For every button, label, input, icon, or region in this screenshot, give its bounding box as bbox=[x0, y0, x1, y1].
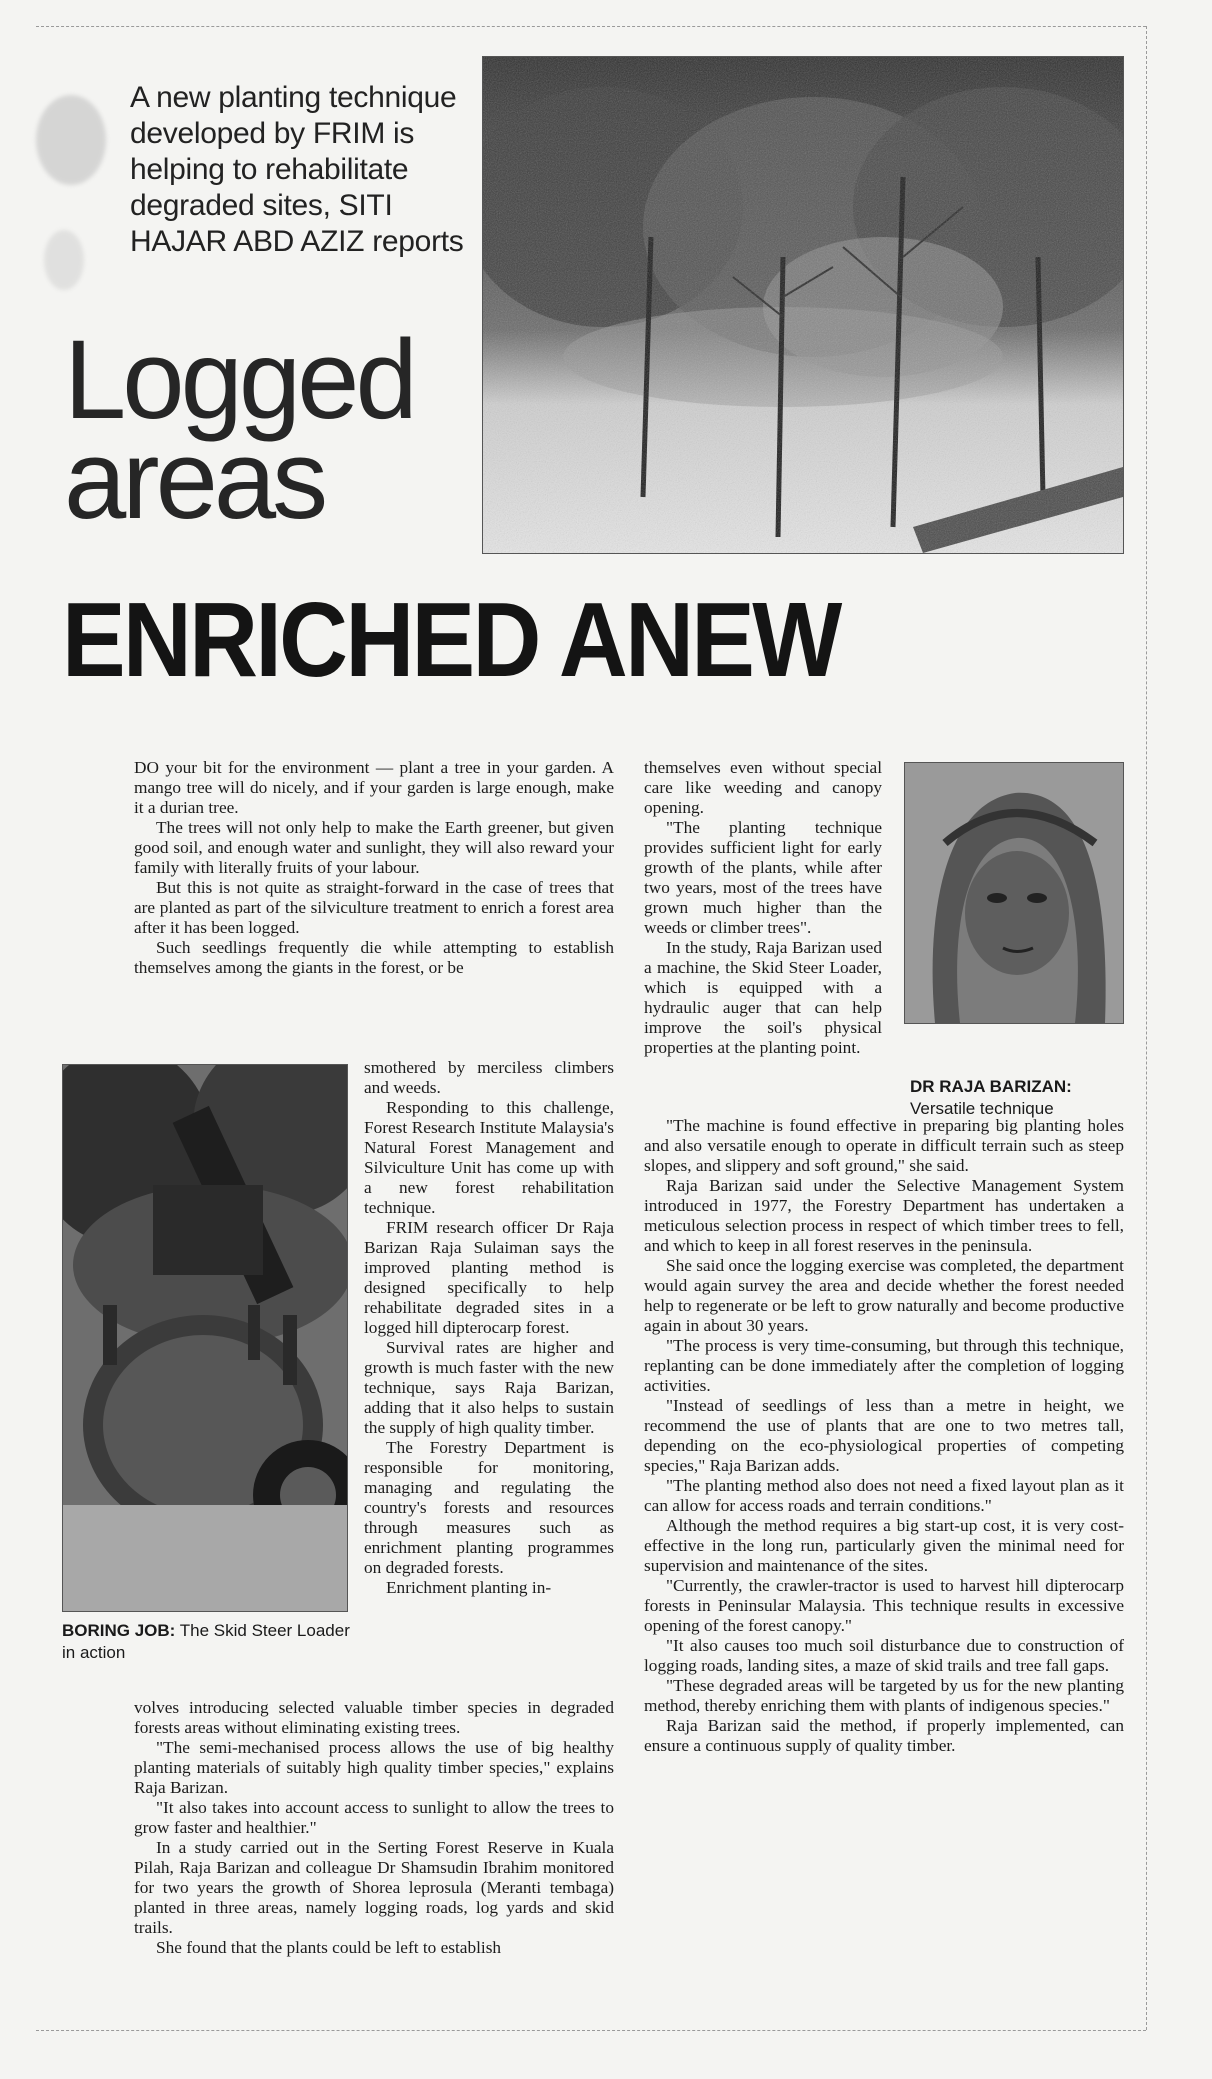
paragraph: Survival rates are higher and growth is much faster with the new technique, says Raja Barizan, adding that it also helps to sustain the supply of high quality timber. bbox=[364, 1338, 614, 1437]
paragraph: But this is not quite as straight-forward in the case of trees that are planted as part of the silviculture treatment to enrich a forest area after it has been logged. bbox=[134, 878, 614, 937]
portrait-caption bbox=[910, 1076, 1120, 1120]
caption-text: The Skid Steer Loader in action bbox=[62, 1621, 350, 1662]
paragraph: "The process is very time-consuming, but through this technique, replanting can be done immediately after the completion of logging activities. bbox=[644, 1336, 1124, 1395]
paragraph: She said once the logging exercise was completed, the department would again survey the area and decide whether the forest needed help to regenerate or be left to grow naturally and become productive again in about 30 years. bbox=[644, 1256, 1124, 1335]
skid-steer-loader-photo bbox=[62, 1064, 348, 1612]
body-col1-bottom bbox=[134, 1698, 614, 1958]
paragraph: Raja Barizan said the method, if properly implemented, can ensure a continuous supply of quality timber. bbox=[644, 1716, 1124, 1755]
paragraph: She found that the plants could be left to establish bbox=[156, 1938, 502, 1957]
body-col2-bottom bbox=[644, 1116, 1124, 1756]
paragraph: Such seedlings frequently die while attempting to establish themselves among the giants in the forest, or be bbox=[134, 938, 614, 977]
paragraph: volves introducing selected valuable timber species in degraded forests areas without eliminating existing trees. bbox=[134, 1698, 614, 1737]
scan-smudge bbox=[44, 230, 84, 290]
headline-line-2: areas bbox=[64, 417, 325, 542]
paragraph: Responding to this challenge, Forest Research Institute Malaysia's Natural Forest Management and Silviculture Unit has come up with a new forest rehabilitation technique. bbox=[364, 1098, 614, 1217]
paragraph: smothered by merciless climbers and weeds. bbox=[364, 1058, 614, 1097]
scan-border-bottom bbox=[36, 2030, 1146, 2031]
paragraph: In the study, Raja Barizan used a machine, the Skid Steer Loader, which is equipped with a hydraulic auger that can help improve the soil's physical properties at the planting point. bbox=[644, 938, 882, 1057]
paragraph: The trees will not only help to make the Earth greener, but given good soil, and enough water and sunlight, they will also reward your family with literally fruits of your labour. bbox=[134, 818, 614, 877]
paragraph: "The planting method also does not need a fixed layout plan as it can allow for access roads and terrain conditions." bbox=[644, 1476, 1124, 1515]
paragraph: "The machine is found effective in preparing big planting holes and also versatile enough to operate in difficult terrain such as steep slopes, and slippery and soft ground," she said. bbox=[644, 1116, 1124, 1175]
paragraph: "Instead of seedlings of less than a metre in height, we recommend the use of plants that are one to two metres tall, depending on the eco-physiological properties of competing species," Raja Barizan adds. bbox=[644, 1396, 1124, 1475]
paragraph: DO your bit for the environment — plant a tree in your garden. A mango tree will do nicely, and if your garden is large enough, make it a durian tree. bbox=[134, 758, 614, 817]
paragraph: In a study carried out in the Serting Forest Reserve in Kuala Pilah, Raja Barizan and colleague Dr Shamsudin Ibrahim monitored for two years the growth of Shorea leprosula (Meranti tembaga) planted in three areas, namely logging roads, log yards and skid trails. bbox=[134, 1838, 614, 1937]
headline-enriched-anew: ENRICHED ANEW bbox=[62, 581, 840, 699]
paragraph: "It also causes too much soil disturbance due to construction of logging roads, landing sites, a maze of skid trails and tree fall gaps. bbox=[644, 1636, 1124, 1675]
paragraph: Although the method requires a big start-up cost, it is very cost-effective in the long run, particularly given the minimal need for supervision and maintenance of the sites. bbox=[644, 1516, 1124, 1575]
paragraph: The Forestry Department is responsible for monitoring, managing and regulating the country's forests and resources through measures such as enrichment planting programmes on degraded forests. bbox=[364, 1438, 614, 1577]
scan-border-top bbox=[36, 26, 1146, 27]
paragraph: themselves even without special care like weeding and canopy opening. bbox=[644, 758, 882, 817]
body-col1-middle bbox=[364, 1058, 614, 1598]
paragraph: "The semi-mechanised process allows the use of big healthy planting materials of suitably high quality timber species," explains Raja Barizan. bbox=[134, 1738, 614, 1797]
dr-raja-barizan-portrait bbox=[904, 762, 1124, 1024]
paragraph: "These degraded areas will be targeted by us for the new planting method, thereby enriching them with plants of indigenous species." bbox=[644, 1676, 1124, 1715]
caption-text: Versatile technique bbox=[910, 1099, 1054, 1118]
body-col1-top bbox=[134, 758, 614, 978]
scan-smudge bbox=[36, 95, 106, 185]
paragraph: "It also takes into account access to sunlight to allow the trees to grow faster and healthier." bbox=[134, 1798, 614, 1837]
headline-line-1: Logged bbox=[64, 317, 414, 442]
paragraph: Raja Barizan said under the Selective Management System introduced in 1977, the Forestry Department has undertaken a meticulous selection process in respect of which timber trees to fell, and which to keep in all forest reserves in the peninsula. bbox=[644, 1176, 1124, 1255]
caption-lead: DR RAJA BARIZAN: bbox=[910, 1077, 1072, 1096]
body-col2-top bbox=[644, 758, 882, 1058]
paragraph: Enrichment planting in- bbox=[386, 1578, 552, 1597]
caption-lead: BORING JOB: bbox=[62, 1621, 176, 1640]
paragraph: "The planting technique provides sufficient light for early growth of the plants, while after two years, most of the trees have grown much higher than the weeds or climber trees". bbox=[644, 818, 882, 937]
article-standfirst: A new planting technique developed by FRIM is helping to rehabilitate degraded sites, SITI HAJAR ABD AZIZ reports bbox=[130, 81, 464, 258]
paragraph: "Currently, the crawler-tractor is used to harvest hill dipterocarp forests in Peninsular Malaysia. This technique results in excessive opening of the forest canopy." bbox=[644, 1576, 1124, 1635]
forest-photo bbox=[482, 56, 1124, 554]
paragraph: FRIM research officer Dr Raja Barizan Raja Sulaiman says the improved planting method is designed specifically to help rehabilitate degraded sites in a logged hill dipterocarp forest. bbox=[364, 1218, 614, 1337]
headline-logged-areas bbox=[64, 317, 484, 542]
machine-photo-caption bbox=[62, 1620, 352, 1664]
scan-border-right bbox=[1146, 26, 1147, 2030]
